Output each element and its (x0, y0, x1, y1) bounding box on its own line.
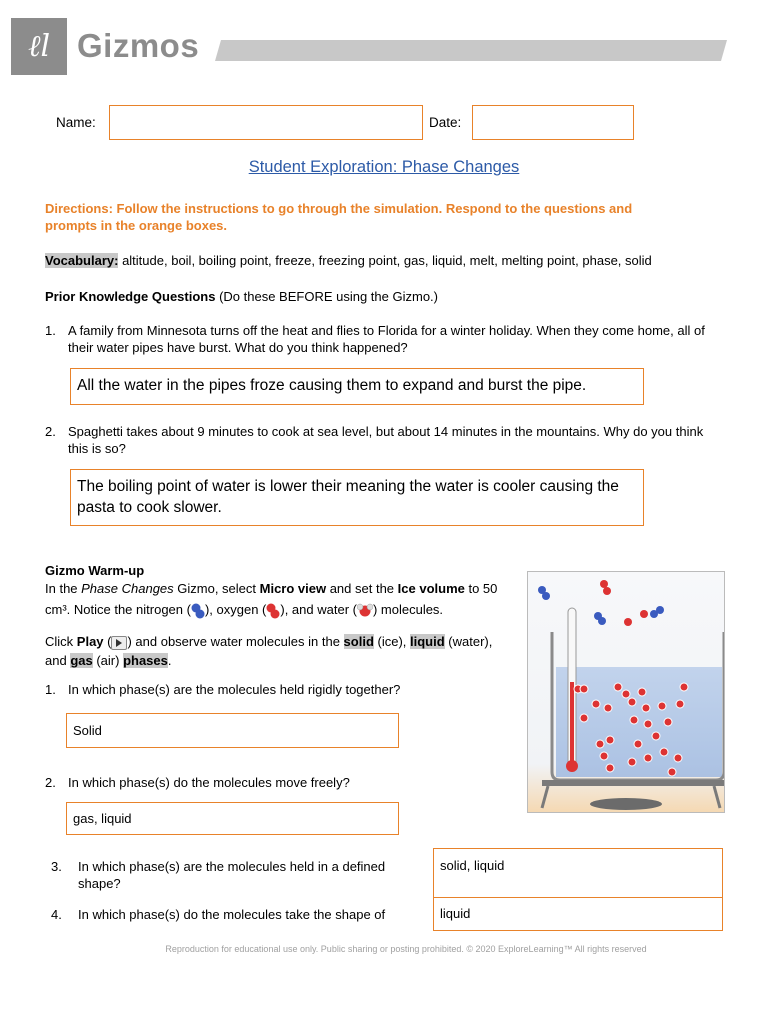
text: (water), and (45, 634, 493, 668)
phases-term: phases (123, 653, 168, 668)
text: (ice), (373, 634, 411, 649)
beaker-illustration (528, 572, 724, 812)
text: In the (45, 581, 82, 596)
prior-a1-answer-box[interactable]: All the water in the pipes froze causing them to expand and burst the pipe. (70, 368, 644, 405)
text: to 50 cm³. Notice the nitrogen ( (45, 581, 498, 617)
text: Gizmo, select (173, 581, 260, 596)
vocabulary-text: altitude, boil, boiling point, freeze, freezing point, gas, liquid, melt, melting point, phase, solid (118, 253, 652, 268)
date-field[interactable] (472, 105, 634, 140)
vocabulary-label: Vocabulary: (45, 253, 119, 268)
warmup-q2-number: 2. (45, 775, 56, 790)
vocabulary (45, 252, 735, 269)
play-term: Play (76, 634, 104, 649)
ice-volume-term: Ice volume (397, 581, 465, 596)
prior-q2-text: Spaghetti takes about 9 minutes to cook at sea level, but about 14 minutes in the mountains. Why do you think this is so? (68, 424, 704, 456)
text: ) and observe water molecules in the (127, 634, 344, 649)
warmup-a2-answer-box[interactable]: gas, liquid (66, 802, 399, 835)
warmup-q4-text: In which phase(s) do the molecules take the shape of (78, 907, 386, 922)
gizmos-brand: Gizmos (77, 27, 200, 64)
solid-term: solid (343, 634, 374, 649)
prior-a2-answer-box[interactable]: The boiling point of water is lower their meaning the water is cooler causing the pasta to cook slower. (70, 469, 644, 526)
prior-q2-number: 2. (45, 424, 56, 439)
micro-view-term: Micro view (259, 581, 327, 596)
text: (air) (92, 653, 124, 668)
name-label: Name: (56, 115, 96, 130)
warmup-q1-text: In which phase(s) are the molecules held rigidly together? (68, 682, 401, 697)
prior-heading-label: Prior Knowledge Questions (45, 289, 216, 304)
warmup-a3-answer-box[interactable]: solid, liquid (433, 848, 723, 898)
prior-q1-text: A family from Minnesota turns off the heat and flies to Florida for a winter holiday. When they come home, all of their water pipes have burst. What do you think happened? (68, 323, 705, 355)
warmup-a4-answer-box[interactable]: liquid (433, 897, 723, 931)
gas-term: gas (70, 653, 93, 668)
text: Click (45, 634, 77, 649)
text: and set the (326, 581, 398, 596)
name-field[interactable] (109, 105, 423, 140)
text: ) molecules. (372, 602, 444, 617)
directions: Directions: Follow the instructions to go through the simulation. Respond to the questions and prompts in the orange boxes. (45, 201, 633, 233)
warmup-heading: Gizmo Warm-up (45, 563, 145, 578)
warmup-paragraph-2 (45, 632, 515, 670)
warmup-paragraph-1 (45, 578, 515, 620)
water-molecule-icon (357, 603, 373, 619)
prior-q1-number: 1. (45, 323, 56, 338)
prior-knowledge-heading (45, 288, 735, 305)
liquid-term: liquid (410, 634, 445, 649)
oxygen-molecule-icon (266, 603, 280, 619)
warmup-q4-number: 4. (51, 907, 62, 922)
text: ), and water ( (280, 602, 357, 617)
explorelearning-logo: ℓl (11, 18, 67, 75)
page-title: Student Exploration: Phase Changes (248, 158, 520, 176)
warmup-q3-text: In which phase(s) are the molecules held in a defined shape? (78, 859, 386, 891)
warmup-q2-text: In which phase(s) do the molecules move freely? (68, 775, 350, 790)
text: ( (103, 634, 112, 649)
gizmo-simulation-image (527, 571, 725, 813)
text: . (167, 653, 172, 668)
warmup-a1-answer-box[interactable]: Solid (66, 713, 399, 748)
date-label: Date: (429, 115, 462, 130)
play-button-icon (111, 636, 127, 650)
warmup-q1-number: 1. (45, 682, 56, 697)
footer-copyright: Reproduction for educational use only. Public sharing or posting prohibited. © 2020 ExploreLearning™ All rights reserved (165, 944, 647, 954)
prior-heading-note: (Do these BEFORE using the Gizmo.) (215, 289, 438, 304)
warmup-q3-number: 3. (51, 859, 62, 874)
text: ), oxygen ( (204, 602, 267, 617)
nitrogen-molecule-icon (191, 603, 205, 619)
gizmo-name: Phase Changes (81, 581, 174, 596)
header-bar (215, 40, 727, 61)
